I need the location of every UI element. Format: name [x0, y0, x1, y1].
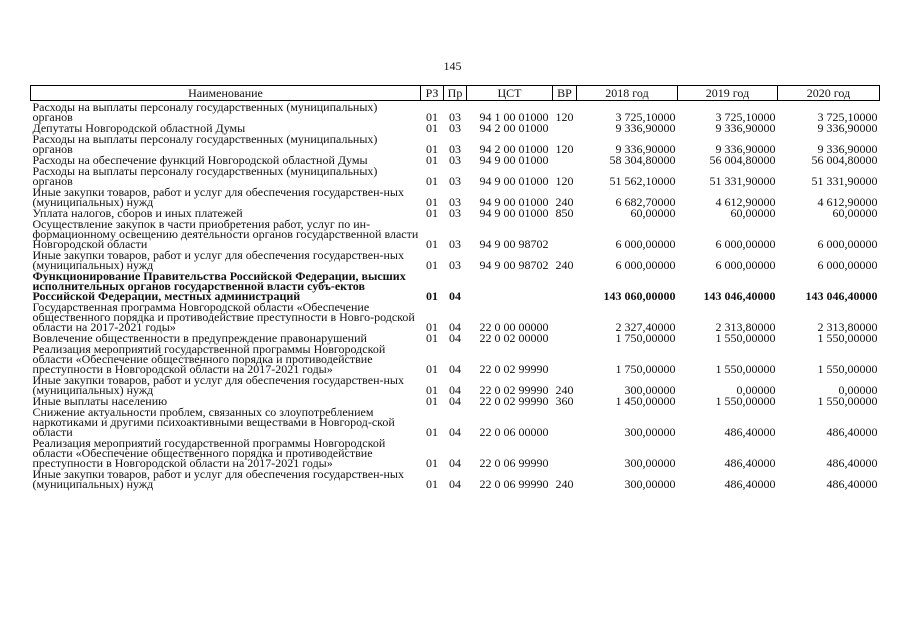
row-cst	[467, 270, 553, 301]
header-pr: Пр	[444, 86, 467, 101]
header-2020: 2020 год	[778, 86, 880, 101]
row-2018: 9 336,90000	[615, 121, 676, 135]
row-vr: 240	[555, 477, 574, 491]
row-rz: 01	[426, 110, 438, 124]
row-2019: 2 313,80000	[715, 320, 776, 334]
row-rz: 01	[426, 153, 438, 167]
row-2020: 56 004,80000	[811, 153, 878, 167]
row-cst: 94 9 00 98702	[479, 237, 549, 251]
row-pr: 04	[449, 394, 461, 408]
row-name: Иные закупки товаров, работ и услуг для обеспечения государствен-ных (муниципальных) нужд	[32, 373, 404, 397]
row-2020: 0,00000	[838, 383, 878, 397]
row-vr	[553, 406, 577, 437]
row-2018: 60,00000	[630, 206, 676, 220]
row-pr: 03	[449, 258, 461, 272]
row-2019: 1 550,00000	[715, 394, 776, 408]
row-cst: 94 9 00 01000	[479, 174, 549, 188]
row-vr: 240	[555, 195, 574, 209]
row-name: Расходы на выплаты персоналу государственных (муниципальных) органов	[32, 100, 378, 124]
row-name: Иные закупки товаров, работ и услуг для обеспечения государствен-ных (муниципальных) нужд	[32, 185, 404, 209]
row-2018: 6 682,70000	[615, 195, 676, 209]
row-pr: 03	[449, 174, 461, 188]
row-name: Реализация мероприятий государственной программы Новгородской области «Обеспечение общественного порядка и противодействие преступности в Новгородской области на 2017-2021 годы»	[32, 436, 386, 470]
table-row	[31, 374, 880, 395]
row-name: Снижение актуальности проблем, связанных со злоупотреблением наркотиками и другими психоактивными веществами в Новгород-ской области	[32, 405, 395, 439]
table-row	[31, 437, 880, 468]
row-2020: 143 046,40000	[805, 289, 878, 303]
header-row	[31, 86, 880, 101]
header-vr: ВР	[553, 86, 577, 101]
row-cst: 94 1 00 01000	[479, 110, 549, 124]
row-2020: 51 331,90000	[811, 174, 878, 188]
row-name: Реализация мероприятий государственной программы Новгородской области «Обеспечение общественного порядка и противодействие преступности в Новгородской области на 2017-2021 годы»	[32, 342, 386, 376]
row-cst: 22 0 02 00000	[479, 331, 549, 345]
row-rz: 01	[426, 206, 438, 220]
row-2018: 300,00000	[624, 383, 676, 397]
row-name: Государственная программа Новгородской области «Обеспечение общественного порядка и противодействие преступности в Новго-родской области на 2017-2021 годы»	[32, 300, 415, 334]
row-vr	[553, 270, 577, 301]
header-cst: ЦСТ	[467, 86, 553, 101]
table-row	[31, 186, 880, 207]
row-2019: 56 004,80000	[709, 153, 776, 167]
row-vr: 850	[555, 206, 574, 220]
row-pr: 03	[449, 237, 461, 251]
row-name: Расходы на выплаты персоналу государственных (муниципальных) органов	[32, 132, 378, 156]
row-2018: 3 725,10000	[615, 110, 676, 124]
row-name: Депутаты Новгородской областной Думы	[32, 121, 246, 135]
row-rz: 01	[426, 331, 438, 345]
row-rz: 01	[426, 320, 438, 334]
table-row	[31, 343, 880, 374]
row-pr: 04	[449, 425, 461, 439]
table-row	[31, 101, 880, 123]
row-rz: 01	[426, 383, 438, 397]
row-pr: 03	[449, 121, 461, 135]
row-2019: 4 612,90000	[715, 195, 776, 209]
row-2020: 1 550,00000	[817, 362, 878, 376]
row-2019: 9 336,90000	[715, 121, 776, 135]
row-name: Уплата налогов, сборов и иных платежей	[32, 206, 243, 220]
row-vr: 120	[555, 110, 574, 124]
row-2018: 6 000,00000	[615, 258, 676, 272]
row-rz: 01	[426, 362, 438, 376]
row-name: Иные выплаты населению	[32, 394, 168, 408]
row-cst: 22 0 06 99990	[479, 456, 549, 470]
row-cst: 22 0 06 99990	[479, 477, 549, 491]
row-2020: 6 000,00000	[817, 258, 878, 272]
row-2018: 9 336,90000	[615, 142, 676, 156]
row-2019: 60,00000	[730, 206, 776, 220]
row-pr: 04	[449, 289, 461, 303]
header-name: Наименование	[31, 86, 421, 101]
row-2018: 58 304,80000	[609, 153, 676, 167]
row-cst: 22 0 00 00000	[479, 320, 549, 334]
row-cst: 22 0 02 99990	[479, 362, 549, 376]
row-vr: 240	[555, 383, 574, 397]
table-row	[31, 133, 880, 154]
row-2020: 2 313,80000	[817, 320, 878, 334]
row-2020: 486,40000	[826, 425, 878, 439]
row-pr: 03	[449, 206, 461, 220]
row-2020: 486,40000	[826, 477, 878, 491]
row-rz: 01	[426, 195, 438, 209]
row-pr: 04	[449, 331, 461, 345]
header-2019: 2019 год	[678, 86, 778, 101]
row-2018: 2 327,40000	[615, 320, 676, 334]
row-2020: 4 612,90000	[817, 195, 878, 209]
table-row	[31, 249, 880, 270]
row-rz: 01	[426, 456, 438, 470]
row-2018: 1 450,00000	[615, 394, 676, 408]
row-cst: 94 2 00 01000	[479, 142, 549, 156]
row-2019: 0,00000	[736, 383, 776, 397]
row-2019: 486,40000	[724, 456, 776, 470]
row-2018: 143 060,00000	[603, 289, 676, 303]
header-2018: 2018 год	[577, 86, 678, 101]
row-cst: 22 0 06 00000	[479, 425, 549, 439]
row-2018: 1 750,00000	[615, 331, 676, 345]
row-vr	[553, 437, 577, 468]
row-vr: 120	[555, 142, 574, 156]
row-2019: 1 550,00000	[715, 331, 776, 345]
row-2020: 3 725,10000	[817, 110, 878, 124]
table-row	[31, 165, 880, 186]
row-pr: 04	[449, 320, 461, 334]
row-2019: 143 046,40000	[703, 289, 776, 303]
row-pr: 04	[449, 362, 461, 376]
row-rz: 01	[426, 121, 438, 135]
row-name: Расходы на обеспечение функций Новгородской областной Думы	[32, 153, 368, 167]
row-2020: 9 336,90000	[817, 121, 878, 135]
budget-table	[30, 85, 880, 489]
row-vr: 120	[555, 174, 574, 188]
row-2018: 51 562,10000	[609, 174, 676, 188]
row-rz: 01	[426, 477, 438, 491]
row-2018: 300,00000	[624, 425, 676, 439]
row-name: Иные закупки товаров, работ и услуг для обеспечения государствен-ных (муниципальных) нужд	[32, 248, 404, 272]
row-pr: 04	[449, 477, 461, 491]
table-row	[31, 270, 880, 301]
row-2019: 1 550,00000	[715, 362, 776, 376]
row-rz: 01	[426, 174, 438, 188]
row-2019: 9 336,90000	[715, 142, 776, 156]
row-cst: 94 2 00 01000	[479, 121, 549, 135]
row-cst: 94 9 00 01000	[479, 206, 549, 220]
row-pr: 04	[449, 456, 461, 470]
row-name: Функционирование Правительства Российской Федерации, высших исполнительных органов государственной власти субъ-ектов Российской Федерации, местных администраций	[32, 269, 406, 303]
table-body	[31, 101, 880, 490]
row-vr	[553, 218, 577, 249]
row-2018: 1 750,00000	[615, 362, 676, 376]
row-pr: 04	[449, 383, 461, 397]
row-2020: 6 000,00000	[817, 237, 878, 251]
row-rz: 01	[426, 258, 438, 272]
row-vr	[553, 343, 577, 374]
row-pr: 03	[449, 142, 461, 156]
table-row	[31, 468, 880, 489]
row-vr	[553, 301, 577, 332]
row-2020: 1 550,00000	[817, 394, 878, 408]
row-2019: 6 000,00000	[715, 258, 776, 272]
row-2019: 6 000,00000	[715, 237, 776, 251]
table-row	[31, 301, 880, 332]
row-name: Иные закупки товаров, работ и услуг для обеспечения государствен-ных (муниципальных) нужд	[32, 467, 404, 491]
row-cst: 22 0 02 99990	[479, 383, 549, 397]
row-2018: 300,00000	[624, 477, 676, 491]
row-cst: 94 9 00 98702	[479, 258, 549, 272]
row-name: Вовлечение общественности в предупреждение правонарушений	[32, 331, 367, 345]
row-name: Расходы на выплаты персоналу государственных (муниципальных) органов	[32, 164, 378, 188]
row-name: Осуществление закупок в части приобретения работ, услуг по ин-формационному освещению деятельности органов государственной власти Новгородской области	[32, 217, 419, 251]
row-2019: 3 725,10000	[715, 110, 776, 124]
row-pr: 03	[449, 153, 461, 167]
row-rz: 01	[426, 425, 438, 439]
header-rz: РЗ	[421, 86, 444, 101]
row-2020: 486,40000	[826, 456, 878, 470]
row-vr: 240	[555, 258, 574, 272]
row-cst: 94 9 00 01000	[479, 195, 549, 209]
row-rz: 01	[426, 289, 438, 303]
page-number: 145	[443, 59, 462, 73]
row-vr	[553, 332, 577, 343]
row-vr: 360	[555, 394, 574, 408]
row-2019: 486,40000	[724, 477, 776, 491]
row-2020: 60,00000	[832, 206, 878, 220]
row-cst: 94 9 00 01000	[479, 153, 549, 167]
row-rz: 01	[426, 142, 438, 156]
table-row	[31, 218, 880, 249]
row-2018: 300,00000	[624, 456, 676, 470]
row-2020: 1 550,00000	[817, 331, 878, 345]
row-pr: 03	[449, 110, 461, 124]
row-2019: 486,40000	[724, 425, 776, 439]
row-2018: 6 000,00000	[615, 237, 676, 251]
row-2019: 51 331,90000	[709, 174, 776, 188]
row-rz: 01	[426, 394, 438, 408]
row-cst: 22 0 02 99990	[479, 394, 549, 408]
row-2020: 9 336,90000	[817, 142, 878, 156]
row-rz: 01	[426, 237, 438, 251]
table-row	[31, 406, 880, 437]
row-pr: 03	[449, 195, 461, 209]
